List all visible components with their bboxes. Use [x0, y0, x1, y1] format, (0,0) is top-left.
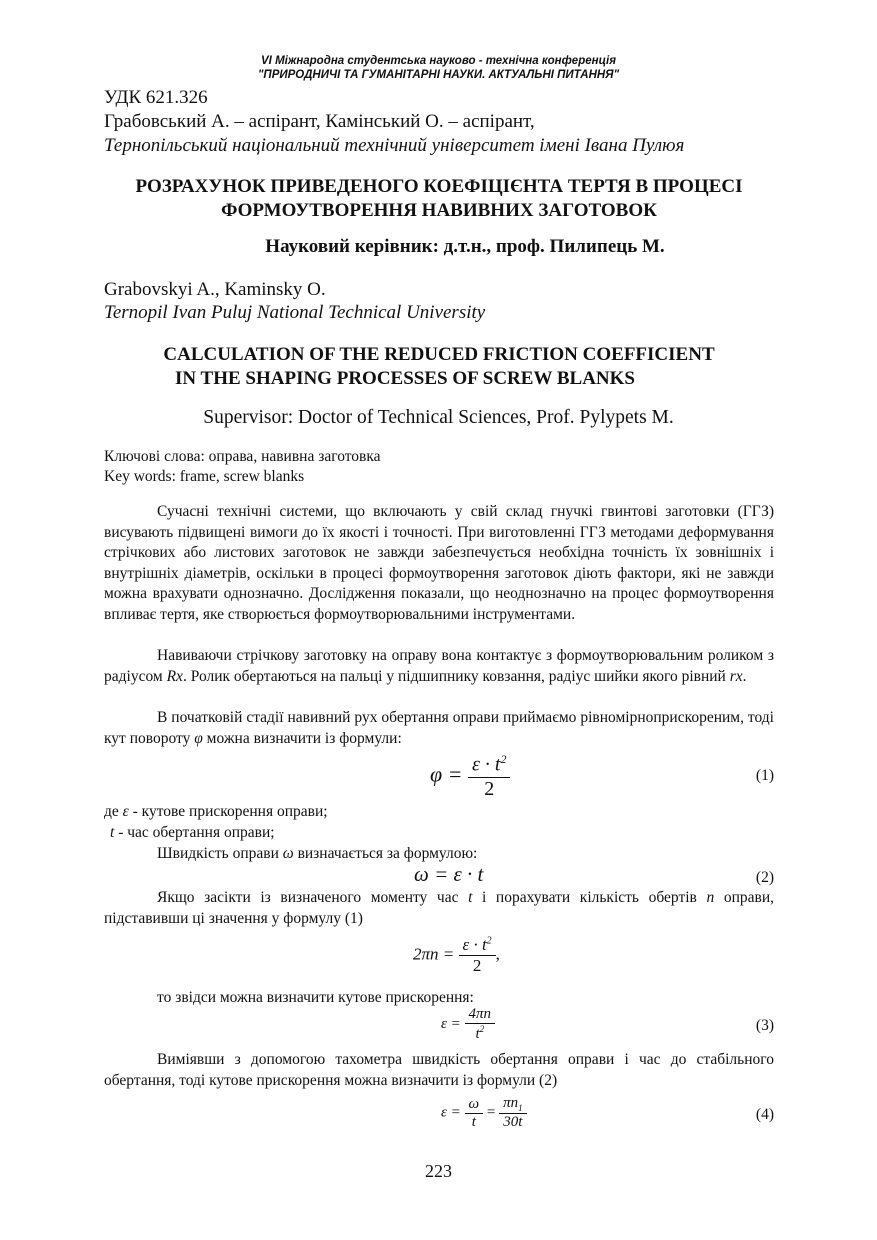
affiliation-ua: Тернопільський національний технічний університет імені Івана Пулюя — [104, 135, 685, 156]
equation-3: ε = $\frac{4\pi n}{t^2}$ — [441, 1006, 495, 1043]
page-number: 223 — [425, 1161, 452, 1181]
paragraph-tachometer: Виміявши з допомогою тахометра швидкість обертання оправи і час до стабільного обертання, тоді кутове прискорення можна визначити із формули (2) — [104, 1051, 774, 1089]
title-en-line1: CALCULATION OF THE REDUCED FRICTION COEFFICIENT — [163, 344, 715, 365]
affiliation-en: Ternopil Ivan Puluj National Technical University — [104, 302, 486, 323]
keywords-ua: Ключові слова: оправа, навивна заготовка — [104, 448, 381, 465]
equation-4-number: (4) — [755, 1106, 774, 1123]
supervisor-en: Supervisor: Doctor of Technical Sciences, Prof. Pylypets M. — [203, 407, 674, 428]
equation-1: φ = $\frac{\varepsilon \cdot t^2}{2}$ — [430, 752, 510, 801]
authors-en: Grabovskyi A., Kaminsky O. — [104, 279, 326, 300]
conference-header-line2: "ПРИРОДНИЧІ ТА ГУМАНІТАРНІ НАУКИ. АКТУАЛЬНІ ПИТАННЯ" — [257, 69, 620, 81]
equation-2-number: (2) — [755, 869, 774, 886]
supervisor-ua: Науковий керівник: д.т.н., проф. Пилипець М. — [265, 236, 665, 257]
title-en-line2: IN THE SHAPING PROCESSES OF SCREW BLANKS — [175, 368, 635, 389]
title-ua-line1: РОЗРАХУНОК ПРИВЕДЕНОГО КОЕФІЦІЄНТА ТЕРТЯ В ПРОЦЕСІ — [135, 176, 743, 197]
paragraph-intro: Сучасні технічні системи, що включають у свій склад гнучкі гвинтові заготовки (ГГЗ) висувають підвищені вимоги до їх якості і точності. При виготовленні ГГЗ методами деформування стрічкових або листових заготовок не завжди забезпечується необхідна точність їх зовнішніх і внутрішніх діаметрів, оскільки в процесі формоутворення заготовок діють фактори, які не завжди можна врахувати однозначно. Дослідження показали, що неоднозначно на процес формоутворення впливає тертя, яке створюється формоутворювальними інструментами. — [104, 503, 774, 623]
keywords-en: Key words: frame, screw blanks — [104, 468, 305, 485]
definition-epsilon: де ε - кутове прискорення оправи; — [104, 803, 328, 820]
equation-2: ω = ε · t — [414, 862, 484, 886]
equation-4: ε = $\frac{\omega}{t}$ = $\frac{\pi n_1}{30t}$ — [441, 1095, 527, 1131]
equation-revolutions: 2πn = $\frac{\varepsilon \cdot t^2}{2}$ , — [413, 935, 500, 975]
title-ua-line2: ФОРМОУТВОРЕННЯ НАВИВНИХ ЗАГОТОВОК — [221, 200, 657, 221]
udk-code: УДК 621.326 — [104, 87, 208, 108]
conference-header-line1: VI Міжнародна студентська науково - технічна конференція — [261, 55, 616, 67]
paragraph-contact: Навиваючи стрічкову заготовку на оправу вона контактує з формоутворювальним роликом з радіусом Rx. Ролик обертаються на пальці у підшипнику ковзання, радіус шийки якого рівний rx. — [104, 647, 774, 685]
then-text: то звідси можна визначити кутове прискорення: — [157, 989, 474, 1006]
equation-1-number: (1) — [755, 767, 774, 784]
authors-ua: Грабовський А. – аспірант, Камінський О. – аспірант, — [104, 111, 535, 132]
definition-t: t - час обертання оправи; — [110, 824, 275, 841]
paragraph-initial-stage: В початковій стадії навивний рух обертання оправи приймаємо рівномірноприскореним, тоді кут повороту φ можна визначити із формули: — [104, 709, 774, 747]
paragraph-revolutions: Якщо засікти із визначеного моменту час t і порахувати кількість обертів n оправи, підставивши ці значення у формулу (1) — [104, 889, 774, 927]
speed-intro: Швидкість оправи ω визначається за формулою: — [157, 845, 478, 862]
equation-3-number: (3) — [755, 1017, 774, 1034]
